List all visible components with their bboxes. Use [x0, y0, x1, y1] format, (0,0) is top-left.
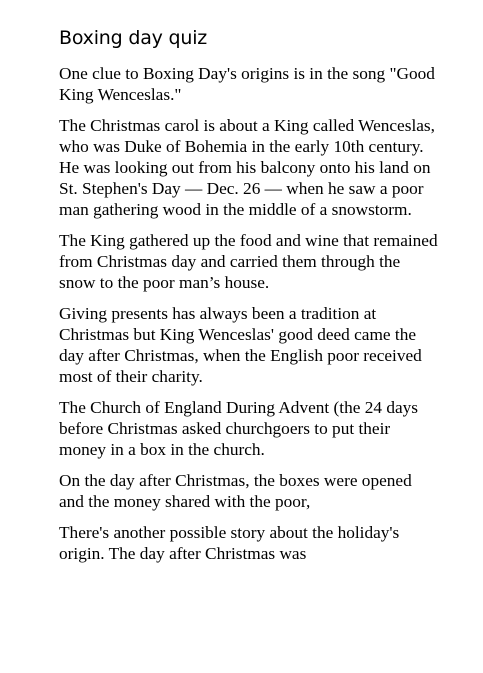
paragraph-song-clue: One clue to Boxing Day's origins is in the song "Good King Wenceslas.": [59, 64, 435, 104]
paragraph-boxes-opened: On the day after Christmas, the boxes were opened and the money shared with the poor,: [59, 471, 412, 511]
paragraph-carol-story: The Christmas carol is about a King called Wenceslas, who was Duke of Bohemia in the early 10th century. He was looking out from his balcony onto his land on St. Stephen's Day — Dec. 26 — when he saw a poor man gathering wood in the middle of a snowstorm.: [59, 116, 435, 219]
paragraph-king-gathered: The King gathered up the food and wine that remained from Christmas day and carried them through the snow to the poor man’s house.: [59, 231, 438, 292]
paragraph-church-advent: The Church of England During Advent (the 24 days before Christmas asked churchgoers to put their money in a box in the church.: [59, 398, 418, 459]
document-title: Boxing day quiz: [59, 27, 208, 49]
paragraph-giving-presents: Giving presents has always been a tradition at Christmas but King Wenceslas' good deed came the day after Christmas, when the English poor received most of their charity.: [59, 304, 422, 386]
paragraph-another-story: There's another possible story about the holiday's origin. The day after Christmas was: [59, 523, 400, 563]
